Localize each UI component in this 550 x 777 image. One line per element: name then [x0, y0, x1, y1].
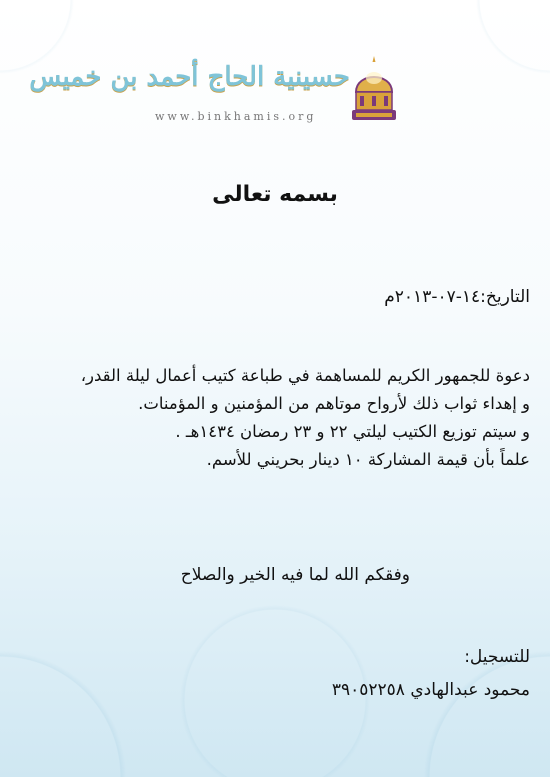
- registration-label: للتسجيل:: [464, 647, 530, 667]
- body-line: و سيتم توزيع الكتيب ليلتي ٢٢ و ٢٣ رمضان ١٤٣٤هـ .: [175, 422, 530, 441]
- closing-blessing: وفقكم الله لما فيه الخير والصلاح: [180, 565, 410, 585]
- invocation-heading: بسمه تعالى: [212, 182, 338, 207]
- body-line: و إهداء ثواب ذلك لأرواح موتاهم من المؤمنين و المؤمنات.: [138, 394, 530, 413]
- logo-title: حسينية الحاج أحمد بن خميس: [29, 62, 350, 92]
- body-line: علماً بأن قيمة المشاركة ١٠ دينار بحريني للأسم.: [206, 450, 530, 469]
- letter-body: [15, 362, 530, 474]
- body-line: دعوة للجمهور الكريم للمساهمة في طباعة كتيب أعمال ليلة القدر،: [80, 366, 530, 385]
- registration-contact: محمود عبدالهادي ٣٩٠٥٢٢٥٨: [331, 680, 530, 700]
- logo-url: www.binkhamis.org: [155, 110, 317, 123]
- letter-date: التاريخ:١٤-٠٧-٢٠١٣م: [384, 287, 530, 307]
- dome-emblem-icon: [350, 54, 398, 126]
- header-logo: [29, 52, 400, 132]
